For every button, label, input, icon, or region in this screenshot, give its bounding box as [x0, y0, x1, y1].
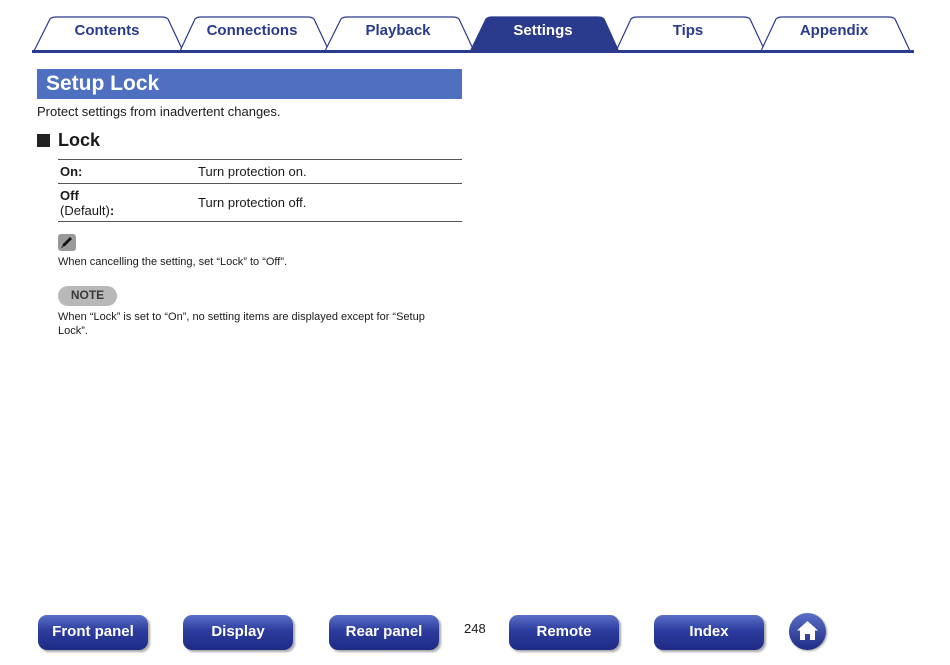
page-number: 248: [464, 621, 486, 636]
option-key-sub: (Default): [60, 202, 110, 218]
tab-bar: [0, 0, 950, 56]
rear-panel-button[interactable]: Rear panel: [329, 615, 439, 650]
tab-playback[interactable]: Playback: [365, 22, 431, 39]
display-button[interactable]: Display: [183, 615, 293, 650]
option-key: On:: [58, 160, 196, 184]
home-icon: [795, 618, 820, 643]
home-button[interactable]: [789, 613, 826, 650]
front-panel-button[interactable]: Front panel: [38, 615, 148, 650]
square-bullet-icon: [37, 134, 50, 147]
tab-connections[interactable]: Connections: [206, 22, 298, 39]
option-key-colon: :: [109, 202, 115, 218]
option-description: Turn protection off.: [196, 184, 462, 222]
intro-text: Protect settings from inadvertent changes.: [37, 104, 281, 119]
note-badge: NOTE: [58, 286, 117, 306]
index-button[interactable]: Index: [654, 615, 764, 650]
tab-appendix[interactable]: Appendix: [799, 22, 869, 39]
option-description: Turn protection on.: [196, 160, 462, 184]
tab-tips[interactable]: Tips: [672, 22, 704, 39]
option-key-sub-wrap: [60, 203, 194, 218]
option-key: [58, 184, 196, 222]
tip-text: When cancelling the setting, set “Lock” to “Off”.: [58, 256, 288, 268]
tab-contents[interactable]: Contents: [74, 22, 140, 39]
table-row: [58, 184, 462, 222]
table-row: [58, 160, 462, 184]
lock-options-table: [58, 159, 462, 222]
remote-button[interactable]: Remote: [509, 615, 619, 650]
tab-settings[interactable]: Settings: [513, 22, 573, 39]
lock-heading-label: Lock: [58, 130, 101, 150]
page-title: Setup Lock: [37, 69, 462, 99]
option-key-main: Off: [60, 187, 79, 203]
note-text: When “Lock” is set to “On”, no setting items are displayed except for “Setup Lock”.: [58, 311, 425, 337]
lock-heading: [37, 130, 100, 151]
pencil-icon: [58, 234, 76, 251]
